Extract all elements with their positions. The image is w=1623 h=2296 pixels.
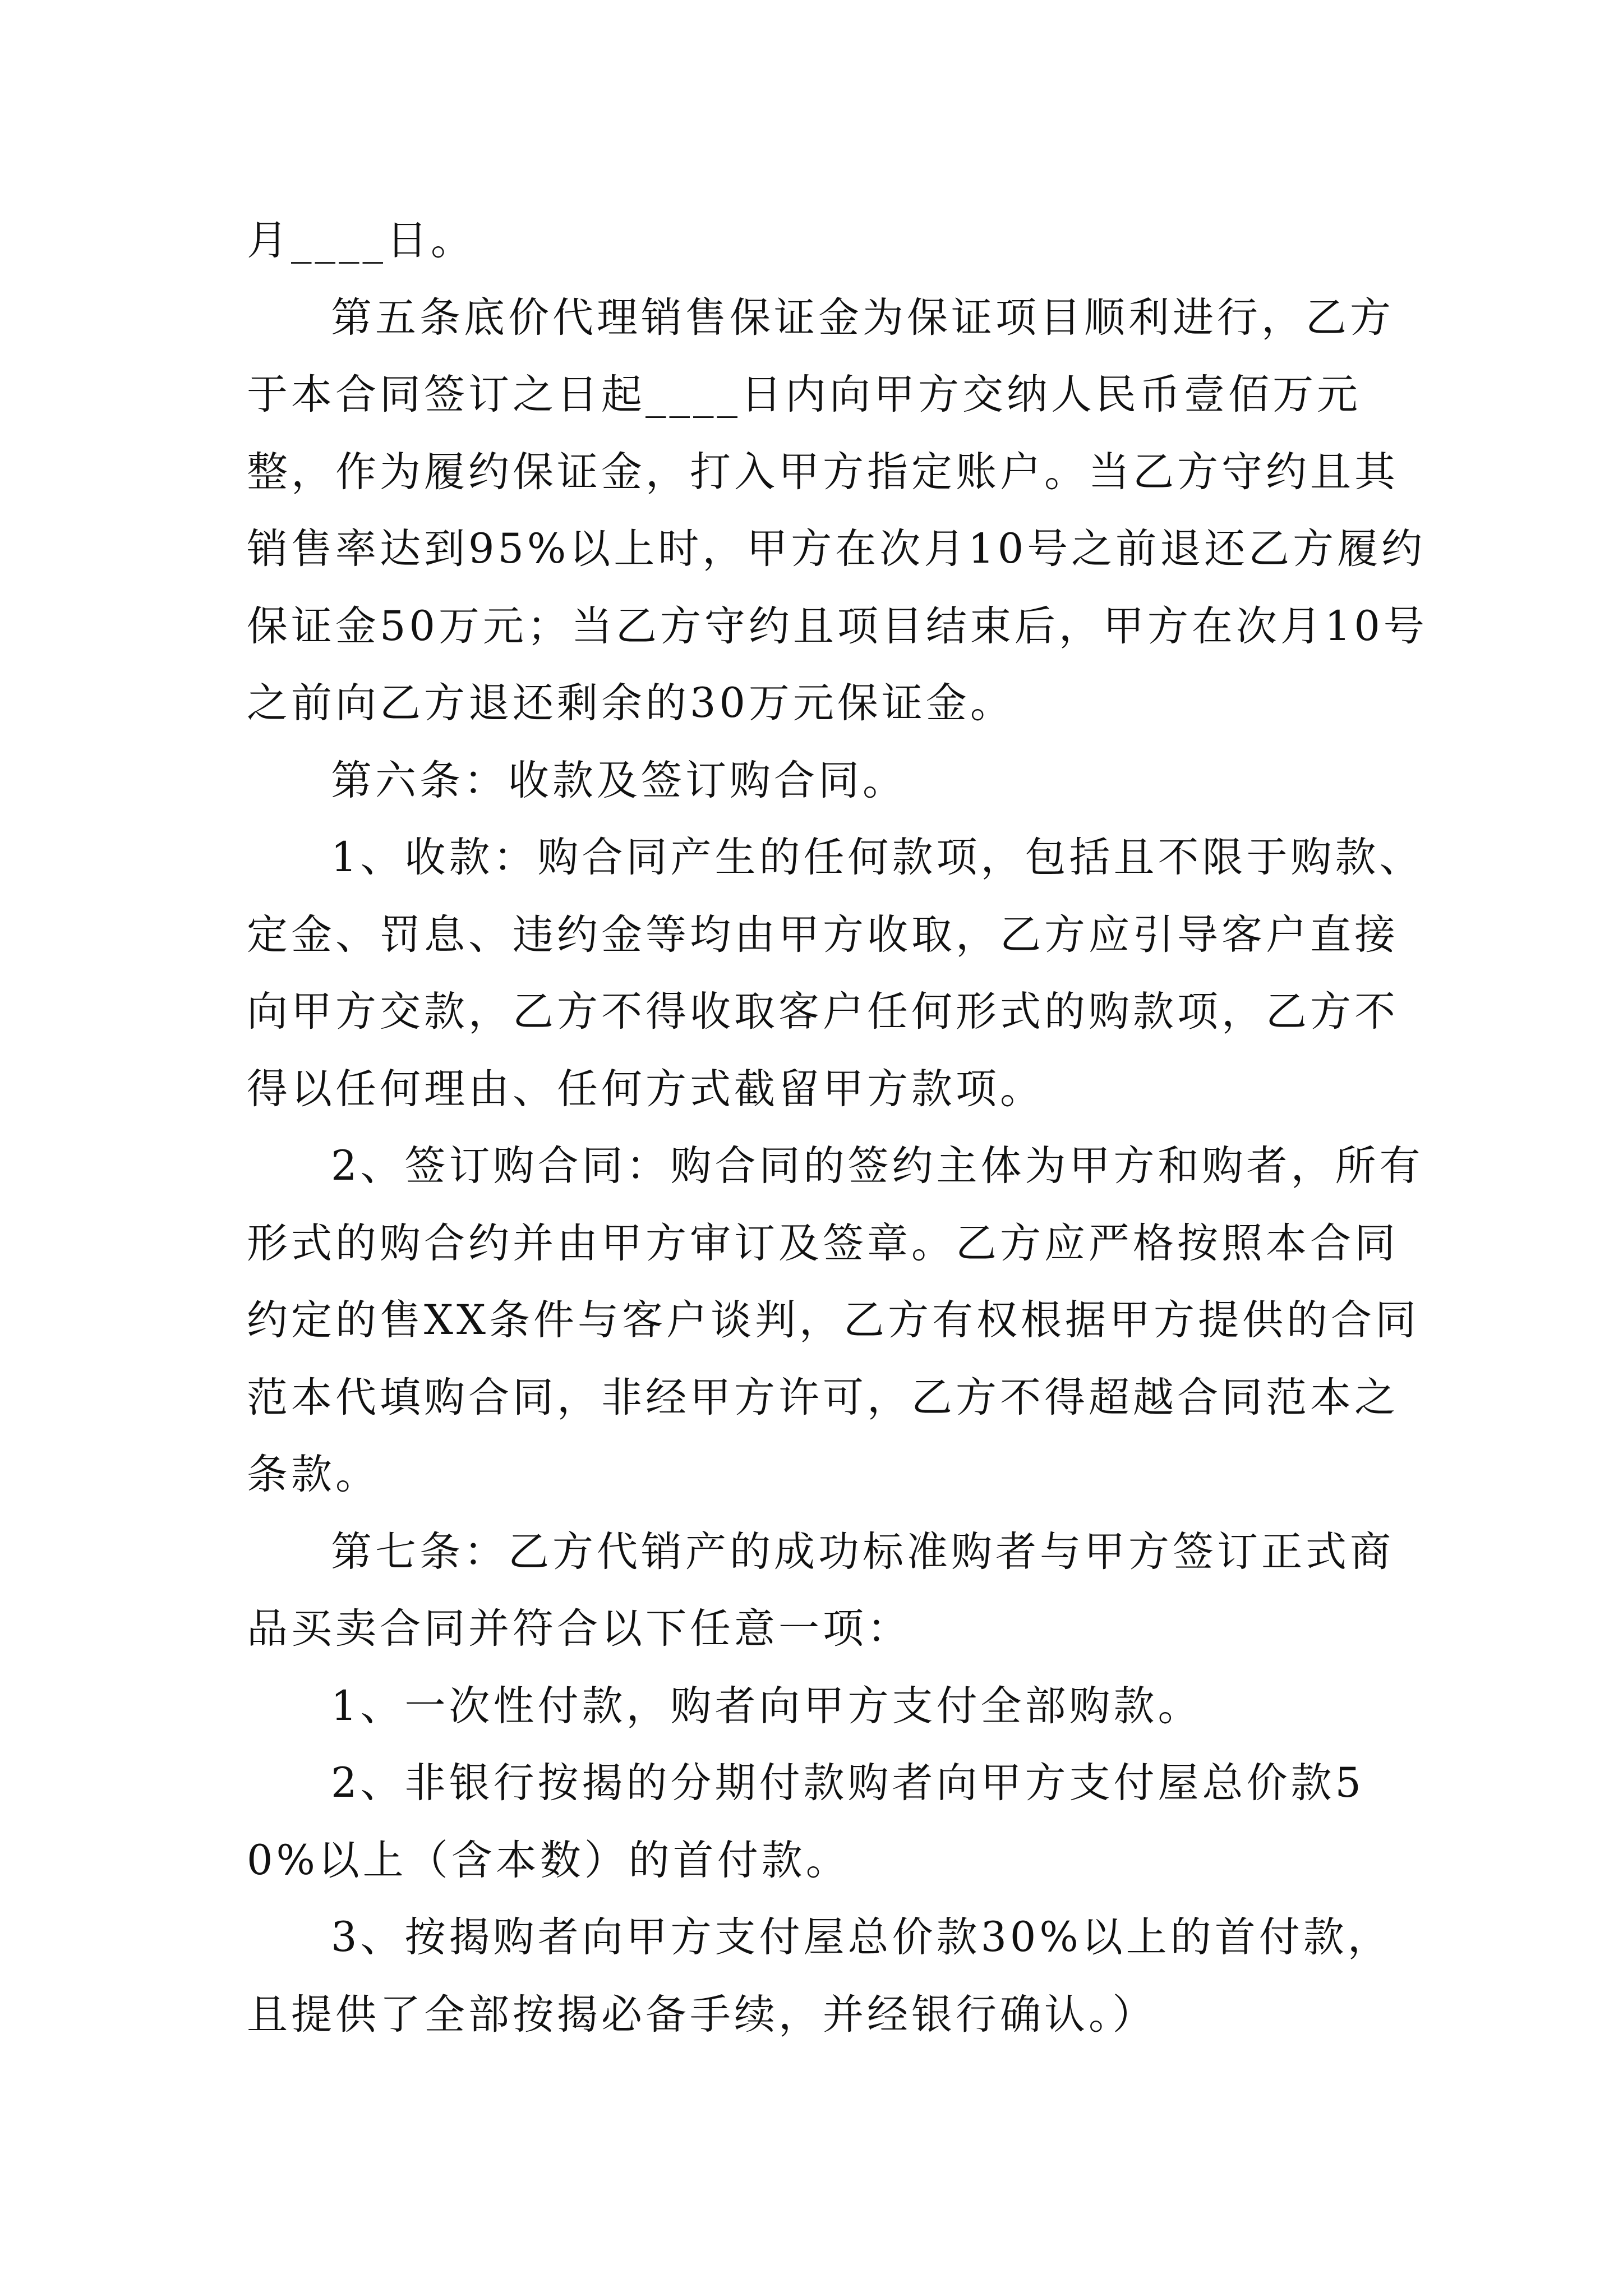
paragraph-article-6-item-1: 1、收款：购合同产生的任何款项，包括且不限于购款、定金、罚息、违约金等均由甲方收取，乙方应引导客户直接向甲方交款，乙方不得收取客户任何形式的购款项，乙方不得以任何理由、任何方式截留甲方款项。: [247, 834, 1424, 1113]
paragraph-article-6-heading: 第六条：收款及签订购合同。: [331, 756, 907, 804]
paragraph-article-7-heading: 第七条：乙方代销产的成功标准购者与甲方签订正式商品买卖合同并符合以下任意一项：: [247, 1527, 1394, 1653]
paragraph-article-7-item-1: 1、一次性付款，购者向甲方支付全部购款。: [331, 1682, 1202, 1730]
paragraph-date-tail: 月____日。: [247, 217, 475, 264]
paragraph-article-5: 第五条底价代理销售保证金为保证项目顺利进行，乙方于本合同签订之日起____日内向甲方交纳人民币壹佰万元整，作为履约保证金，打入甲方指定账户。当乙方守约且其销售率达到95%以上时，甲方在次月10号之前退还乙方履约保证金50万元；当乙方守约且项目结束后，甲方在次月10号之前向乙方退还剩余的30万元保证金。: [247, 293, 1428, 727]
paragraph-article-7-item-2: 2、非银行按揭的分期付款购者向甲方支付屋总价款50%以上（含本数）的首付款。: [247, 1759, 1364, 1884]
document-body: [247, 202, 1430, 2053]
paragraph-article-7-item-3: 3、按揭购者向甲方支付屋总价款30%以上的首付款，且提供了全部按揭必备手续，并经银行确认。）: [247, 1913, 1392, 2039]
paragraph-article-6-item-2: 2、签订购合同：购合同的签约主体为甲方和购者，所有形式的购合约并由甲方审订及签章。乙方应严格按照本合同约定的售XX条件与客户谈判，乙方有权根据甲方提供的合同范本代填购合同，非经甲方许可，乙方不得超越合同范本之条款。: [247, 1142, 1424, 1498]
